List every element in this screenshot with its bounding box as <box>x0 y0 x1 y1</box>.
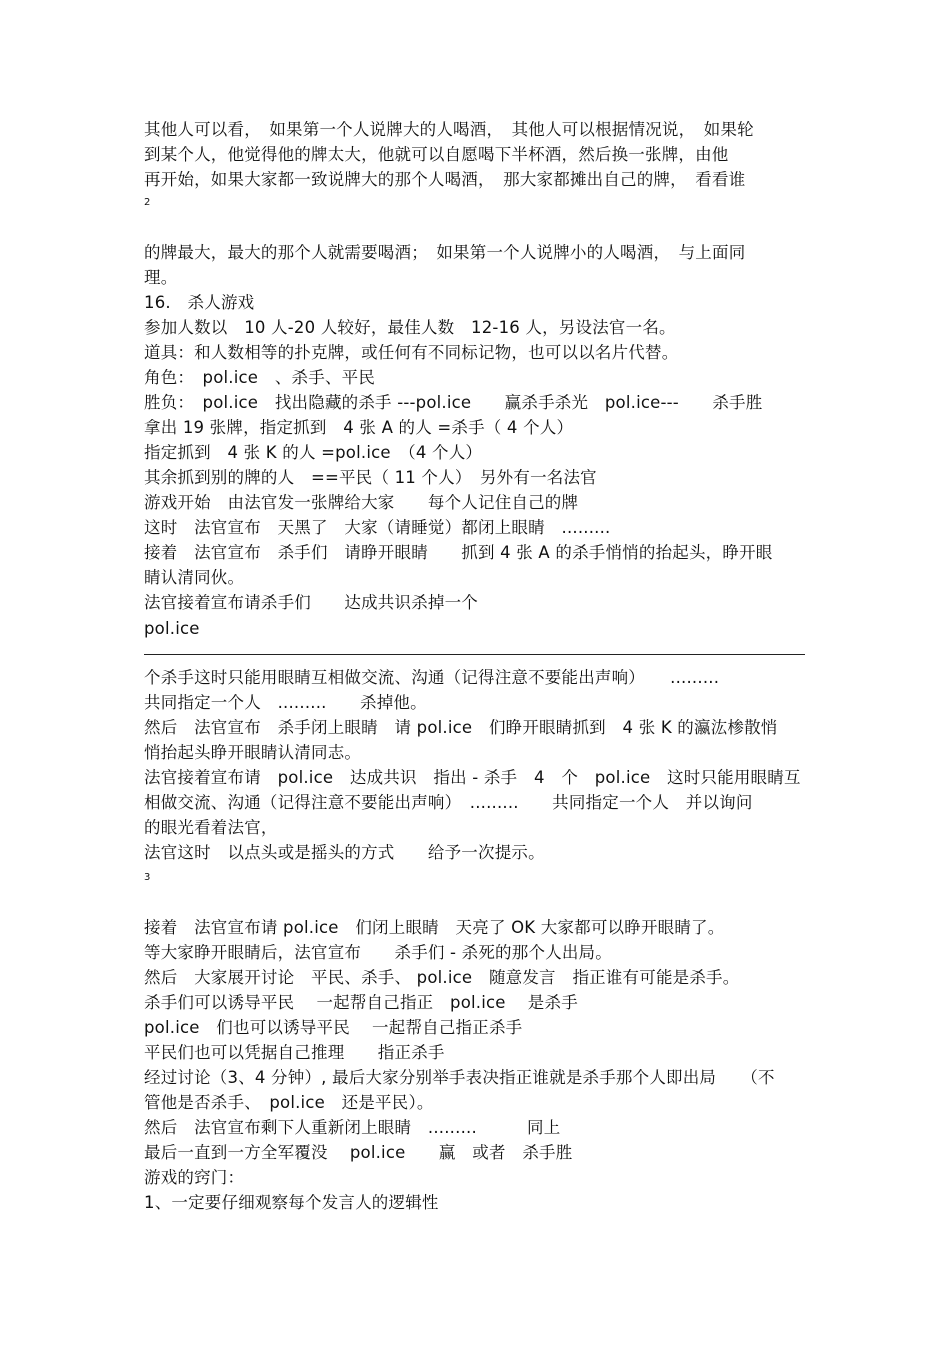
text-line: 管他是否杀手、 pol.ice 还是平民）。 <box>144 1093 434 1112</box>
text-line: 的眼光看着法官， <box>144 818 278 837</box>
text-line: 角色： pol.ice 、杀手、平民 <box>144 368 376 387</box>
text-line: 法官接着宣布请 pol.ice 达成共识 指出 - 杀手 4 个 pol.ice 这时只能用眼睛互 <box>144 768 801 787</box>
page-number: 2 <box>144 197 151 208</box>
text-line: 接着 法官宣布 杀手们 请睁开眼睛 抓到 4 张 A 的杀手悄悄的抬起头，睁开眼 <box>144 543 773 562</box>
text-line: 的牌最大，最大的那个人就需要喝酒； 如果第一个人说牌小的人喝酒， 与上面同 <box>144 243 746 262</box>
text-line: 睛认清同伙。 <box>144 568 245 587</box>
text-line: 到某个人，他觉得他的牌太大，他就可以自愿喝下半杯酒，然后换一张牌，由他 <box>144 145 729 164</box>
text-line: pol.ice <box>144 619 200 638</box>
text-line: 参加人数以 10 人-20 人较好，最佳人数 12-16 人，另设法官一名。 <box>144 318 676 337</box>
text-line: 然后 法官宣布剩下人重新闭上眼睛 ......... 同上 <box>144 1118 561 1137</box>
horizontal-divider <box>144 654 805 655</box>
page-number: 3 <box>144 872 151 883</box>
text-line: 其余抓到别的牌的人 ==平民（ 11 个人） 另外有一名法官 <box>144 468 597 487</box>
text-line: 理。 <box>144 268 178 287</box>
text-line: 法官这时 以点头或是摇头的方式 给予一次提示。 <box>144 843 545 862</box>
text-line: 这时 法官宣布 天黑了 大家（请睡觉）都闭上眼睛 ......... <box>144 518 611 537</box>
text-line: 最后一直到一方全军覆没 pol.ice 赢 或者 杀手胜 <box>144 1143 573 1162</box>
section-heading: 16. 杀人游戏 <box>144 293 255 312</box>
text-line: 拿出 19 张牌，指定抓到 4 张 A 的人 =杀手（ 4 个人） <box>144 418 574 437</box>
text-line: 法官接着宣布请杀手们 达成共识杀掉一个 <box>144 593 478 612</box>
text-line: 1、一定要仔细观察每个发言人的逻辑性 <box>144 1193 439 1212</box>
text-line: 其他人可以看， 如果第一个人说牌大的人喝酒， 其他人可以根据情况说， 如果轮 <box>144 120 754 139</box>
text-line: 共同指定一个人 ......... 杀掉他。 <box>144 693 427 712</box>
text-line: pol.ice 们也可以诱导平民 一起帮自己指正杀手 <box>144 1018 523 1037</box>
text-line: 接着 法官宣布请 pol.ice 们闭上眼睛 天亮了 OK 大家都可以睁开眼睛了。 <box>144 918 725 937</box>
text-line: 然后 法官宣布 杀手闭上眼睛 请 pol.ice 们睁开眼睛抓到 4 张 K 的瀛汯椮散悄 <box>144 718 778 737</box>
text-line: 等大家睁开眼睛后，法官宣布 杀手们 - 杀死的那个人出局。 <box>144 943 612 962</box>
text-line: 相做交流、沟通（记得注意不要能出声响） ......... 共同指定一个人 并以询问 <box>144 793 753 812</box>
text-line: 胜负： pol.ice 找出隐藏的杀手 ---pol.ice 赢杀手杀光 pol.ice--- 杀手胜 <box>144 393 763 412</box>
text-line: 道具：和人数相等的扑克牌，或任何有不同标记物，也可以以名片代替。 <box>144 343 679 362</box>
text-line: 游戏开始 由法官发一张牌给大家 每个人记住自己的牌 <box>144 493 579 512</box>
text-line: 杀手们可以诱导平民 一起帮自己指正 pol.ice 是杀手 <box>144 993 578 1012</box>
text-line: 平民们也可以凭据自己推理 指正杀手 <box>144 1043 445 1062</box>
text-line: 悄抬起头睁开眼睛认清同志。 <box>144 743 362 762</box>
text-line: 游戏的窍门： <box>144 1168 245 1187</box>
text-line: 指定抓到 4 张 K 的人 =pol.ice （4 个人） <box>144 443 483 462</box>
text-line: 个杀手这时只能用眼睛互相做交流、沟通（记得注意不要能出声响） ......... <box>144 668 720 687</box>
text-line: 经过讨论（3、4 分钟）, 最后大家分别举手表决指正谁就是杀手那个人即出局 （不 <box>144 1068 775 1087</box>
text-line: 然后 大家展开讨论 平民、杀手、 pol.ice 随意发言 指正谁有可能是杀手。 <box>144 968 740 987</box>
text-line: 再开始，如果大家都一致说牌大的那个人喝酒， 那大家都摊出自己的牌， 看看谁 <box>144 170 746 189</box>
